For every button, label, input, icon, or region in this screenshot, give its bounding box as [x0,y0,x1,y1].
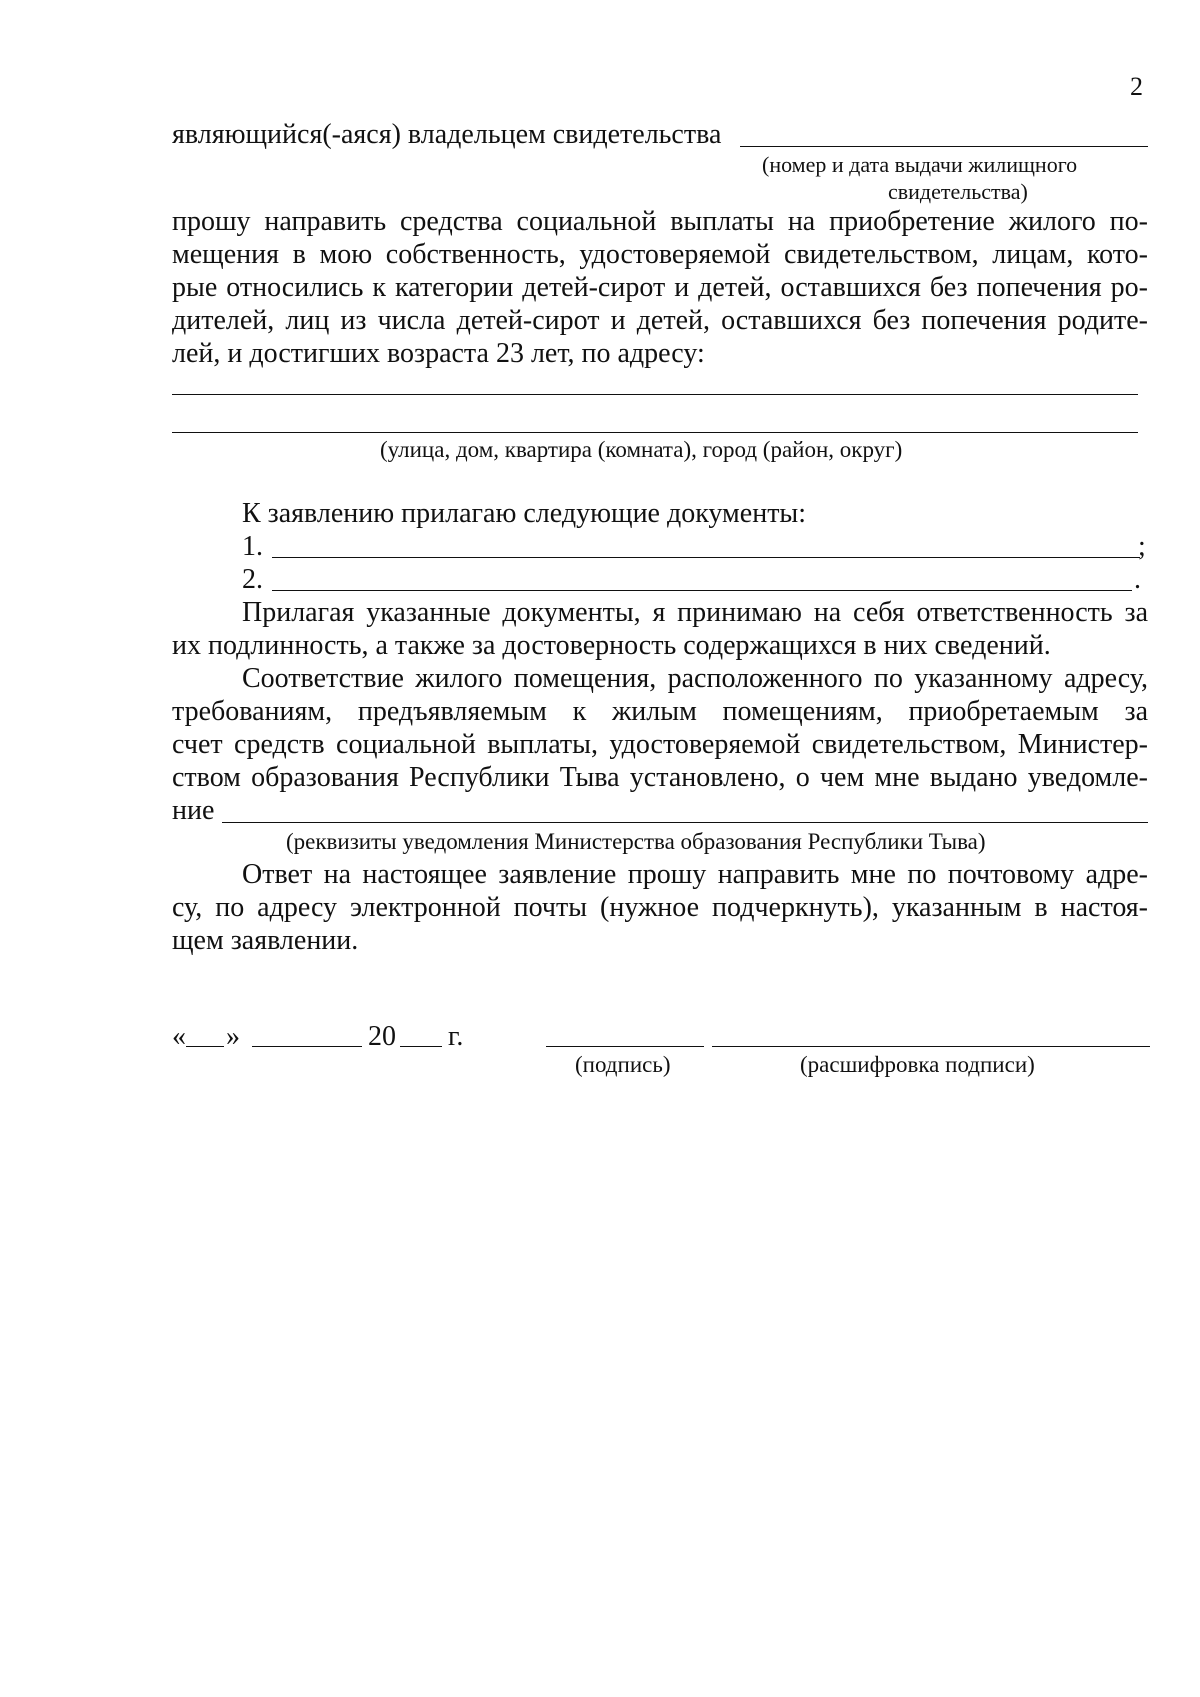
paragraph-line: мещения в мою собственность, удостоверяемой свидетельством, лицам, кото- [172,239,1148,270]
notification-caption: (реквизиты уведомления Министерства образования Республики Тыва) [286,829,986,854]
paragraph-line: Ответ на настоящее заявление прошу направить мне по почтовому адре- [242,859,1148,890]
page-number: 2 [1130,72,1143,101]
certificate-caption-2: свидетельства) [888,179,1028,204]
compliance-paragraph [172,662,1148,794]
certificate-blank-line[interactable] [740,146,1148,147]
paragraph-line: счет средств социальной выплаты, удостоверяемой свидетельством, Министер- [172,729,1148,760]
request-paragraph [172,205,1148,370]
paragraph-line: ством образования Республики Тыва установлено, о чем мне выдано уведомле- [172,762,1148,793]
attachments-intro: К заявлению прилагаю следующие документы: [242,498,807,529]
date-year-suffix: г. [448,1021,464,1052]
date-close-quote: » [226,1021,240,1052]
attachment-2-line[interactable] [272,590,1132,591]
paragraph-line: лей, и достигших возраста 23 лет, по адресу: [172,338,705,369]
date-day-line[interactable] [186,1046,224,1047]
address-line-2[interactable] [172,432,1138,433]
responsibility-paragraph [172,596,1148,662]
date-month-line[interactable] [252,1046,362,1047]
decryption-caption: (расшифровка подписи) [800,1052,1035,1077]
address-caption: (улица, дом, квартира (комната), город (район, округ) [380,437,903,462]
paragraph-line: Прилагая указанные документы, я принимаю на себя ответственность за [242,597,1148,628]
owner-label: являющийся(-аяся) владельцем свидетельства [172,119,722,150]
signature-line[interactable] [546,1046,704,1047]
paragraph-line: рые относились к категории детей-сирот и детей, оставшихся без попечения ро- [172,272,1148,303]
reply-paragraph [172,858,1148,957]
paragraph-line: требованиям, предъявляемым к жилым помещениям, приобретаемым за [172,696,1148,727]
date-open-quote: « [172,1021,186,1052]
signature-caption: (подпись) [575,1052,671,1077]
attachment-1-number: 1. [242,531,263,562]
paragraph-line: их подлинность, а также за достоверность содержащихся в них сведений. [172,630,1051,661]
address-line-1[interactable] [172,394,1138,395]
attachment-1-end: ; [1138,531,1146,562]
signature-decryption-line[interactable] [712,1046,1150,1047]
date-year-line[interactable] [400,1046,442,1047]
paragraph-line: щем заявлении. [172,925,359,956]
notification-word: ние [172,795,215,826]
date-year-prefix: 20 [368,1021,396,1052]
notification-details-line[interactable] [222,822,1148,823]
attachment-2-end: . [1134,564,1141,595]
paragraph-line: Соответствие жилого помещения, расположенного по указанному адресу, [242,663,1148,694]
paragraph-line: прошу направить средства социальной выплаты на приобретение жилого по- [172,206,1148,237]
certificate-caption-1: (номер и дата выдачи жилищного [762,152,1078,177]
attachment-2-number: 2. [242,564,263,595]
attachment-1-line[interactable] [272,557,1140,558]
paragraph-line: дителей, лиц из числа детей-сирот и детей, оставшихся без попечения родите- [172,305,1148,336]
paragraph-line: су, по адресу электронной почты (нужное подчеркнуть), указанным в настоя- [172,892,1148,923]
